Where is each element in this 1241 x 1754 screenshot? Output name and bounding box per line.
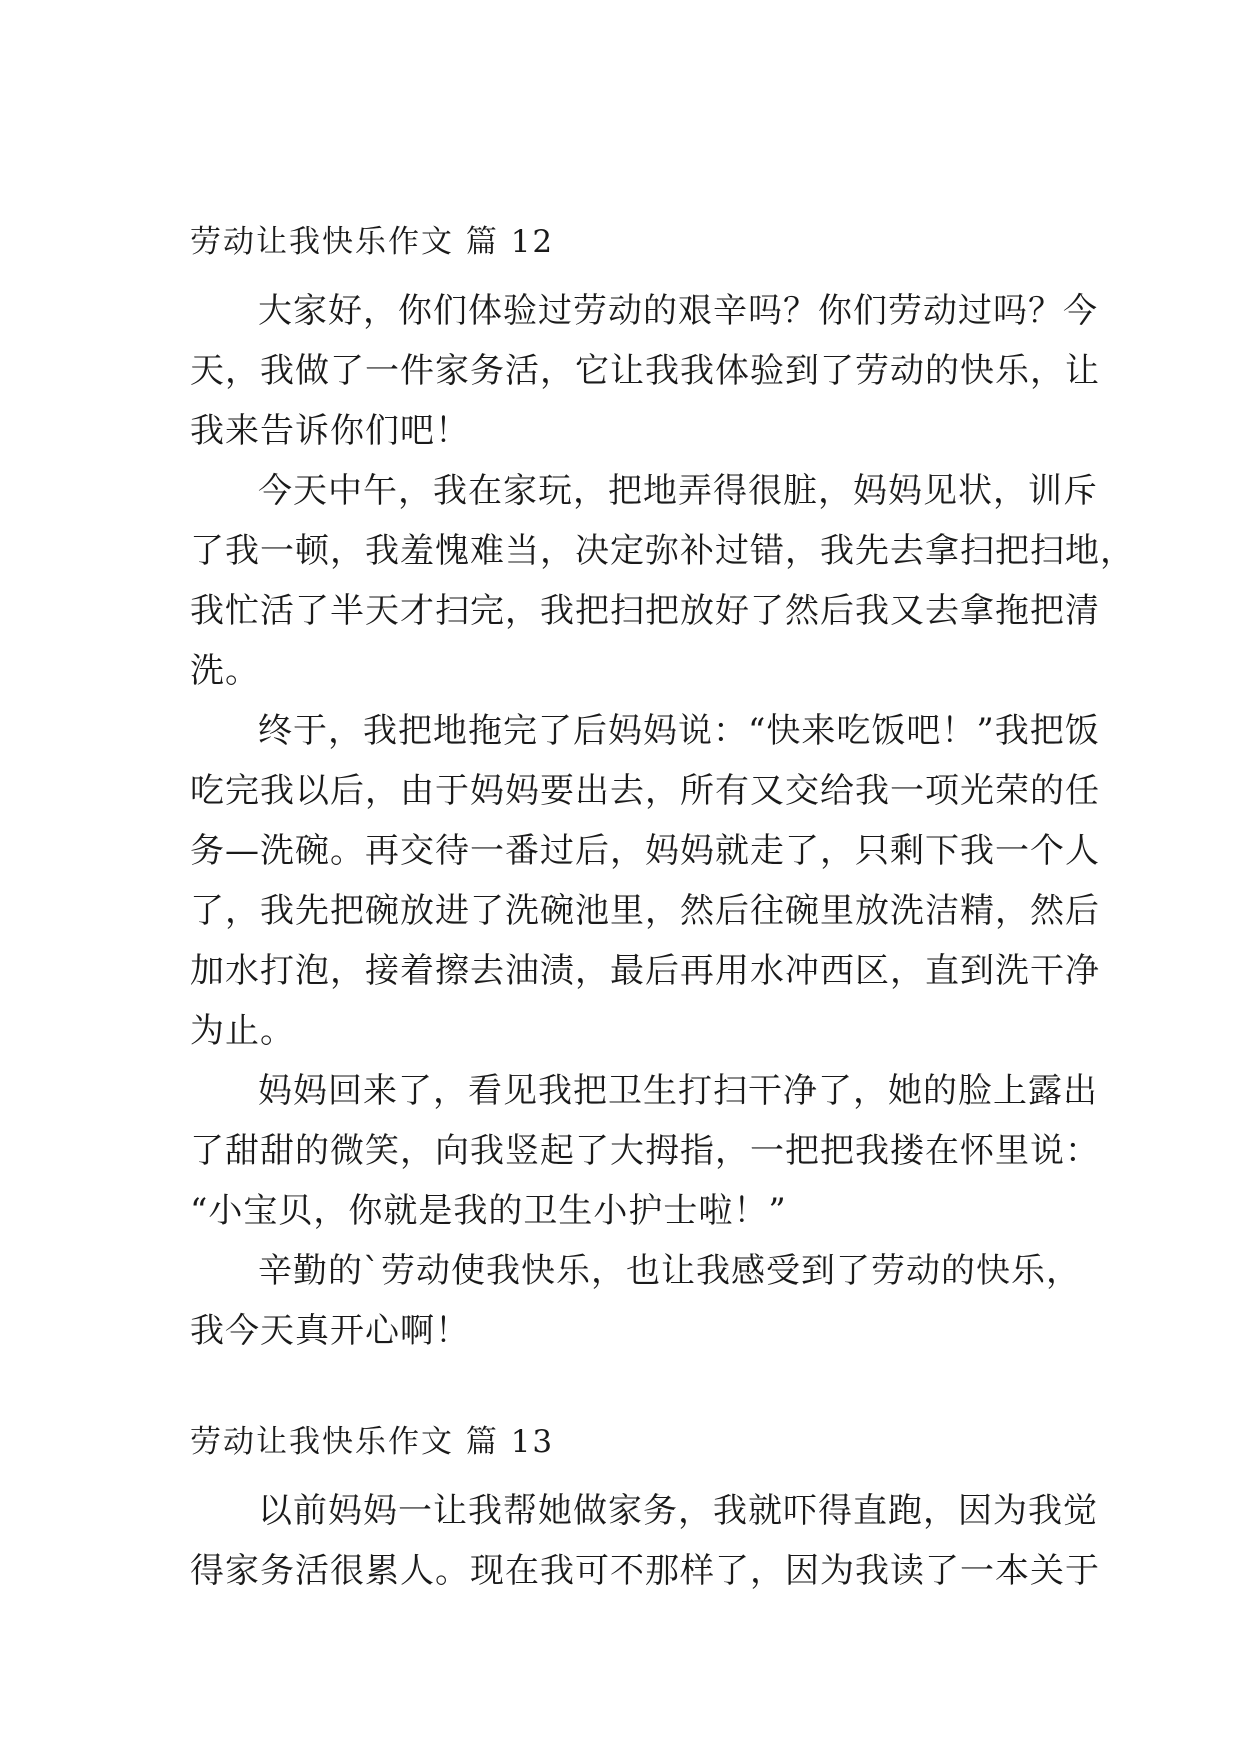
text-line: 我忙活了半天才扫完，我把扫把放好了然后我又去拿拖把清: [190, 591, 1100, 631]
paragraph: [190, 701, 1100, 1061]
text-line: 辛勤的`劳动使我快乐，也让我感受到了劳动的快乐，: [258, 1251, 1081, 1291]
paragraph: [190, 461, 1135, 701]
section-title: 劳动让我快乐作文 篇 13: [190, 1424, 555, 1460]
paragraph: [190, 1241, 1081, 1361]
paragraph: [190, 1061, 1100, 1241]
paragraph: [190, 1481, 1100, 1601]
text-line: 今天中午，我在家玩，把地弄得很脏，妈妈见状，训斥: [258, 471, 1098, 511]
section-title: 劳动让我快乐作文 篇 12: [190, 224, 555, 260]
text-line: 为止。: [190, 1011, 295, 1051]
document-page: [190, 222, 1135, 1601]
text-line: 妈妈回来了，看见我把卫生打扫干净了，她的脸上露出: [258, 1071, 1098, 1111]
paragraph: [190, 281, 1100, 461]
text-line: 了我一顿，我羞愧难当，决定弥补过错，我先去拿扫把扫地，: [190, 531, 1135, 571]
text-line: 我来告诉你们吧！: [190, 411, 470, 451]
text-line: 务—洗碗。再交待一番过后，妈妈就走了，只剩下我一个人: [190, 831, 1100, 871]
text-line: 洗。: [190, 651, 260, 691]
text-line: 天，我做了一件家务活，它让我我体验到了劳动的快乐，让: [190, 351, 1100, 391]
text-line: 以前妈妈一让我帮她做家务，我就吓得直跑，因为我觉: [258, 1491, 1098, 1531]
text-line: 终于，我把地拖完了后妈妈说：“快来吃饭吧！”我把饭: [258, 711, 1100, 751]
text-line: 得家务活很累人。现在我可不那样了，因为我读了一本关于: [190, 1551, 1100, 1591]
text-line: 大家好，你们体验过劳动的艰辛吗？你们劳动过吗？今: [258, 291, 1098, 331]
text-line: “小宝贝，你就是我的卫生小护士啦！”: [190, 1191, 787, 1231]
text-line: 我今天真开心啊！: [190, 1311, 470, 1351]
text-line: 吃完我以后，由于妈妈要出去，所有又交给我一项光荣的任: [190, 771, 1100, 811]
text-line: 了甜甜的微笑，向我竖起了大拇指，一把把我搂在怀里说：: [190, 1131, 1100, 1171]
text-line: 加水打泡，接着擦去油渍，最后再用水冲西区，直到洗干净: [190, 951, 1100, 991]
text-line: 了，我先把碗放进了洗碗池里，然后往碗里放洗洁精，然后: [190, 891, 1100, 931]
